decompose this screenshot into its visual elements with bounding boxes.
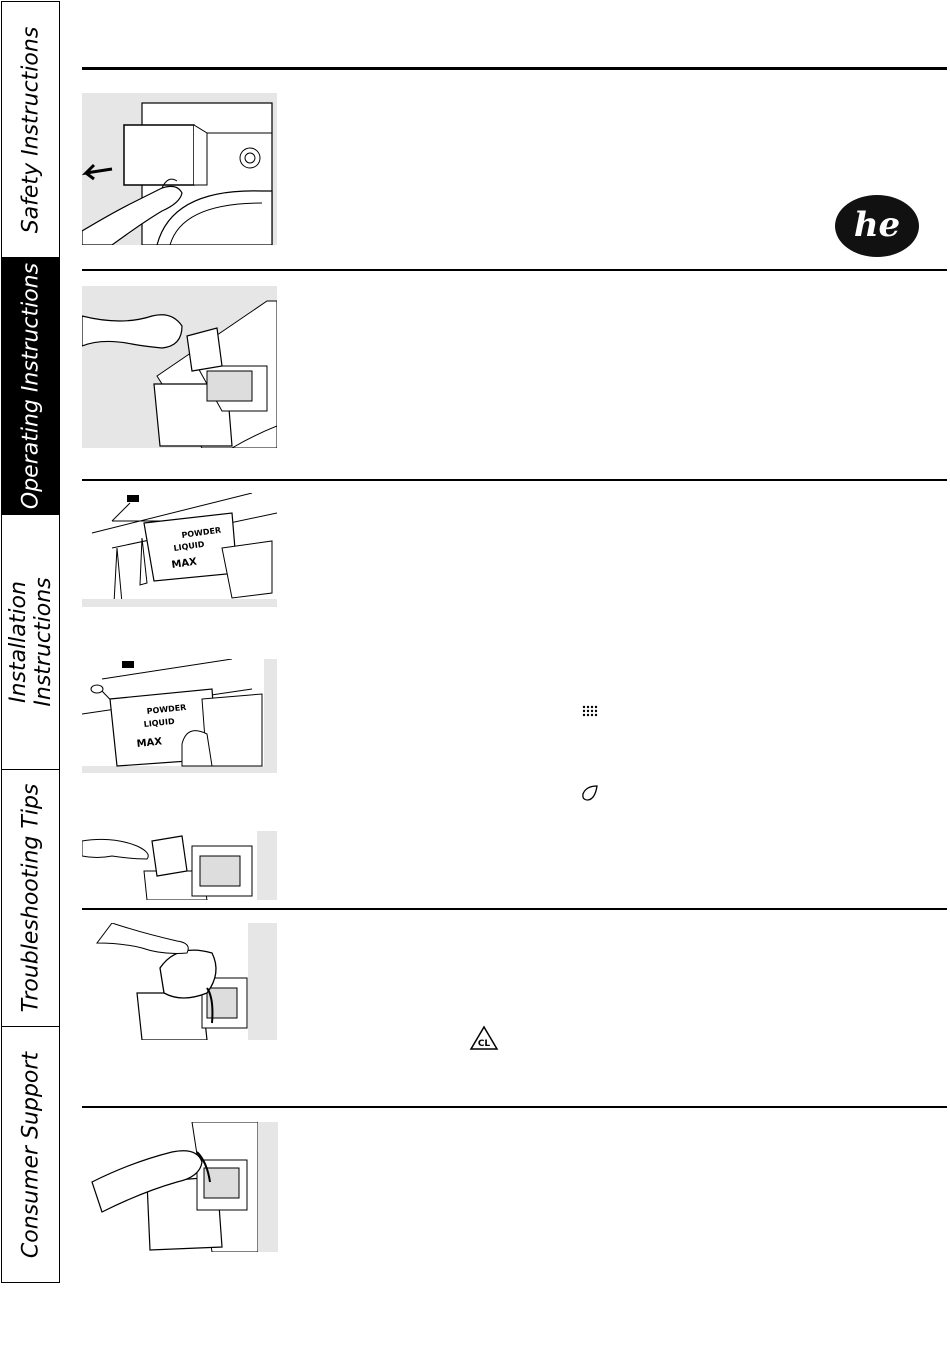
powder-label: POWDER: [146, 702, 187, 716]
header-rule: [82, 67, 947, 70]
illustration-open-dispenser: [82, 831, 277, 900]
liquid-label: LIQUID: [173, 539, 205, 553]
illustration-dispenser-closeup: [82, 493, 277, 607]
section-divider: [82, 479, 947, 481]
illustration-fill-dispenser: [82, 1122, 278, 1252]
max-label: MAX: [136, 736, 163, 750]
section-divider: [82, 1106, 947, 1108]
section-tabs: [1, 1, 60, 1283]
section-divider: [82, 269, 947, 271]
tab-label-line: Installation: [5, 581, 31, 703]
tab-label: [6, 577, 56, 706]
tab-installation-instructions[interactable]: [2, 515, 59, 770]
illustration-remove-drawer: [82, 93, 277, 245]
tab-safety-instructions[interactable]: [2, 2, 59, 258]
tab-operating-instructions[interactable]: [2, 258, 59, 515]
logo-text: he: [853, 205, 901, 245]
max-label: MAX: [170, 556, 198, 571]
liquid-detergent-icon: [580, 784, 600, 808]
tab-troubleshooting-tips[interactable]: [2, 770, 59, 1027]
powder-label: POWDER: [181, 525, 222, 540]
tab-consumer-support[interactable]: [2, 1027, 59, 1282]
illustration-pour-liquid: [82, 923, 277, 1040]
bleach-icon-text: CL: [477, 1039, 491, 1049]
liquid-label: LIQUID: [143, 716, 176, 729]
bleach-icon: [469, 1025, 499, 1055]
tab-label: Operating Instructions: [18, 262, 43, 510]
he-logo: [834, 194, 920, 258]
powder-detergent-icon: [581, 704, 601, 724]
tab-label: Safety Instructions: [18, 26, 43, 233]
illustration-lift-lid: [82, 286, 277, 448]
section-divider: [82, 908, 947, 910]
illustration-dispenser-closeup-2: [82, 659, 277, 773]
tab-label: Consumer Support: [18, 1051, 43, 1258]
tab-label-line: Instructions: [30, 577, 56, 707]
tab-label: Troubleshooting Tips: [18, 783, 43, 1013]
